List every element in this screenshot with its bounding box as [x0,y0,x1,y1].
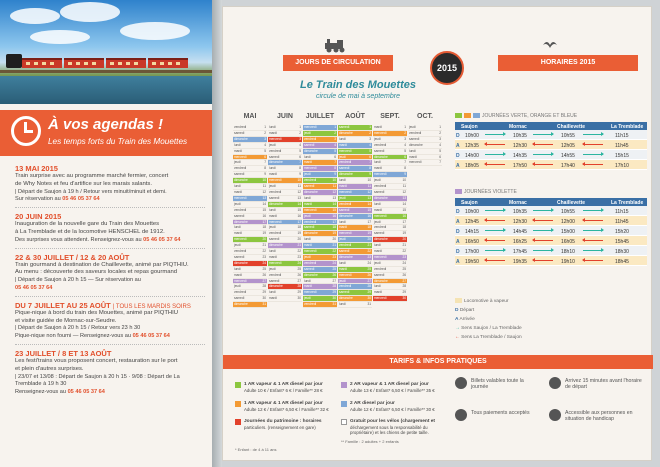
horaires-banner: HORAIRES 2015 [498,55,638,71]
feature-arrive-early: Arrivez 15 minutes avant l'horaire de départ [565,378,642,390]
table-row: D 10h00 10h35 10h55 11h15 [455,130,647,140]
steam-train-icon [323,39,349,53]
agenda-subtitle: Les temps forts du Train des Mouettes [48,137,188,146]
left-panel [0,0,212,467]
phone-number: 05 46 05 37 64 [67,388,105,395]
event-text: Les festi'trains vous proposent concert, restauration sur le port [15,357,178,364]
train-photo [0,0,212,104]
event-date: 23 JUILLET / 8 ET 13 AOÛT [15,348,112,358]
tarif-item: 2 AR vapeur & 1 AR diesel par jour Adulte 13 € / Enfant* 6,50 € / Famille** 35 € [341,381,441,393]
event-details: | Départ de Saujon à 19 h / Retour vers minuit/minuit et demi. [15,188,167,195]
event-details: | Départ de Saujon à 20 h 15 / Retour vers 23 h 30 [15,325,141,332]
right-panel [222,6,652,461]
month-header: JUILLET [305,113,335,120]
tarif-item: Gratuit pour les vélos (chargement et déchargement sous la responsabilité du propriétaire) et les chiens de petite taille. [341,418,441,436]
table-row: A 19h50 19h35 19h10 18h45 [455,256,647,266]
payment-icon [455,409,467,421]
footnote-child: * Enfant : de 4 à 11 ans [235,447,277,452]
table-row: D 14h15 14h45 15h00 15h20 [455,226,647,236]
timetable-1 [455,122,647,170]
feature-payments: Tous paiements acceptés [471,410,530,416]
event-date: 22 & 30 JUILLET / 12 & 20 AOÛT [15,252,130,262]
event-text: et plein d'autres surprises. [15,365,84,372]
phone-number: 05 46 05 37 64 [132,333,170,340]
month-column: MAI vendredi 1 samedi 2 dimanche 3 lundi 4 mardi 5 mercredi 6 jeudi 7 vendredi 8 samedi 9 dimanche 10 lundi 11 mardi 12 mercredi 13 jeudi 14 vendredi 15 samedi 16 dimanche 17 lundi 18 mardi 19 mercredi 20 jeudi 21 vendredi 22 samedi 23 dimanche 24 lundi 25 mardi 26 mercredi 27 jeudi 28 vendredi 29 samedi 30 dimanche 31 [234,113,266,307]
event-item [15,164,205,208]
tarifs-banner: TARIFS & INFOS PRATIQUES [223,355,653,369]
event-reservation [15,285,205,293]
event-date: 20 JUIN 2015 [15,212,62,222]
tarif-item: 1 AR vapeur & 1 AR diesel par jour Adulte 10 € / Enfant* 6 € / Famille** 28 € [235,381,335,393]
timetable-notes: Locomotive à vapeur D Départ A Arrivée → Sens Saujon / La Tremblade ← Sens La Tremblade / Saujon [455,299,522,340]
feature-accessibility: Accessible aux personnes en situation de handicap [565,410,633,422]
event-reservation: Renseignez-vous au 05 46 05 37 64 [15,388,105,395]
table-header: Saujon Mornac Chaillevette La Tremblade [455,198,647,206]
circulation-banner: JOURS DE CIRCULATION [283,55,393,71]
month-column: OCT. jeudi 1 vendredi 2 samedi 3 dimanche 4 lundi 5 mardi 6 mercredi 7 [409,113,441,165]
table-row: A 16h50 16h25 16h05 15h45 [455,236,647,246]
event-date: DU 7 JUILLET AU 25 AOÛT | TOUS LES MARDIS SOIRS [15,300,191,310]
event-text: Au menu : découverte des saveurs locales et repas gourmand [15,269,178,276]
event-text: Train gourmand à destination de Chaillevette, animé par PIQTHIU. [15,261,189,268]
event-text: et visite guidée de Mornac-sur-Seudre. [15,317,117,324]
month-header: SEPT. [380,113,400,120]
table-row: D 14h00 14h35 14h55 15h15 [455,150,647,160]
legend-violet: JOURNÉES VIOLETTE [455,189,517,195]
event-list [15,160,205,396]
event-item [15,253,205,297]
event-details: | Départ de Saujon à 20 h 15 — Sur réservation au [15,277,141,284]
year-badge: 2015 [430,51,464,85]
event-text: Train surprise avec au programme marché fermier, concert [15,173,169,179]
month-header: OCT. [417,113,433,120]
agenda-title: À vos agendas ! [48,116,164,133]
event-date: 13 MAI 2015 [15,164,58,173]
event-reservation: Sur réservation au 05 46 05 37 64 [15,196,100,203]
event-reservation: Des surprises vous attendent. Renseignez-vous au 05 46 05 37 64 [15,236,181,243]
seagull-icon [541,37,559,53]
month-column: AOÛT samedi 1 dimanche 2 lundi 3 mardi 4 mercredi 5 jeudi 6 vendredi 7 samedi 8 dimanche 9 lundi 10 mardi 11 mercredi 12 jeudi 13 vendredi 14 samedi 15 dimanche 16 lundi 17 mardi 18 mercredi 19 jeudi 20 vendredi 21 samedi 22 dimanche 23 lundi 24 mardi 25 mercredi 26 jeudi 27 vendredi 28 samedi 29 dimanche 30 lundi 31 [339,113,371,307]
ticket-icon [455,377,467,389]
phone-number: 05 46 05 37 64 [62,196,100,203]
table-row: A 12h35 12h30 12h05 11h45 [455,140,647,150]
clock-icon [11,116,41,146]
event-item [15,301,205,345]
month-column: SEPT. mardi 1 mercredi 2 jeudi 3 vendredi 4 samedi 5 dimanche 6 lundi 7 mardi 8 mercredi 9 jeudi 10 vendredi 11 samedi 12 dimanche 13 lundi 14 mardi 15 mercredi 16 jeudi 17 vendredi 18 samedi 19 dimanche 20 lundi 21 mardi 22 mercredi 23 jeudi 24 vendredi 25 samedi 26 dimanche 27 lundi 28 mardi 29 mercredi 30 [374,113,406,301]
event-item [15,212,205,248]
event-text: Pique-nique à bord du train des Mouettes, animé par PIQTHIU [15,309,179,316]
alarm-icon [549,377,561,389]
event-text: de Why Notes et feu d'artifice sur les marais salants. [15,180,152,187]
page-subtitle: circule de mai à septembre [315,93,401,100]
month-header: JUIN [277,113,293,120]
timetable-2 [455,198,647,266]
tarif-item: Journées du patrimoine : horaires particuliers. (renseignement en gare) [235,418,335,430]
table-row: D 17h00 17h45 18h10 18h30 [455,246,647,256]
month-column: JUIN lundi 1 mardi 2 mercredi 3 jeudi 4 vendredi 5 samedi 6 dimanche 7 lundi 8 mardi 9 mercredi 10 jeudi 11 vendredi 12 samedi 13 dimanche 14 lundi 15 mardi 16 mercredi 17 jeudi 18 vendredi 19 samedi 20 dimanche 21 lundi 22 mardi 23 mercredi 24 jeudi 25 vendredi 26 samedi 27 dimanche 28 lundi 29 mardi 30 [269,113,301,301]
event-details: | 23/07 et 13/08 : Départ de Saujon à 20 h 15 · 9/08 : Départ de La Tremblade à 19 h 30 [15,373,180,388]
agenda-header [0,110,212,156]
month-header: MAI [243,113,257,120]
page-title: Le Train des Mouettes [300,79,416,91]
event-text: Inauguration de la nouvelle gare du Train des Mouettes [15,221,160,228]
feature-tickets: Billets valables toute la journée [471,378,524,390]
month-header: AOÛT [345,113,365,120]
tarif-item: 2 AR diesel par jour Adulte 12 € / Enfant* 6,50 € / Famille** 30 € [341,400,441,412]
footnote-family: ** Famille : 2 adultes + 2 enfants [341,439,399,444]
event-reservation: Pique-nique non fourni — Renseignez-vous au 05 46 05 37 64 [15,333,170,340]
phone-number: 05 46 05 37 64 [15,285,53,291]
page-fold [212,0,222,467]
event-text: à La Tremblade et de la locomotive HENSCHEL de 1912. [15,229,165,235]
table-row: A 18h05 17h50 17h40 17h10 [455,160,647,170]
table-row: A 12h45 12h30 12h00 11h45 [455,216,647,226]
tarif-item: 1 AR vapeur & 1 AR diesel par jour Adulte 12 € / Enfant* 6,50 € / Famille** 32 € [235,400,335,412]
phone-number: 05 46 05 37 64 [143,236,181,243]
wheelchair-icon [549,409,561,421]
month-column: JUILLET mercredi 1 jeudi 2 vendredi 3 samedi 4 dimanche 5 lundi 6 mardi 7 mercredi 8 jeudi 9 vendredi 10 samedi 11 dimanche 12 lundi 13 mardi 14 mercredi 15 jeudi 16 vendredi 17 samedi 18 dimanche 19 lundi 20 mardi 21 mercredi 22 jeudi 23 vendredi 24 samedi 25 dimanche 26 lundi 27 mardi 28 mercredi 29 jeudi 30 vendredi 31 [304,113,336,307]
table-row: D 10h00 10h35 10h55 11h15 [455,206,647,216]
event-item [15,349,205,397]
table-header: Saujon Mornac Chaillevette La Tremblade [455,122,647,130]
legend-green-orange-blue: JOURNÉES VERTE, ORANGE ET BLEUE [455,113,577,119]
